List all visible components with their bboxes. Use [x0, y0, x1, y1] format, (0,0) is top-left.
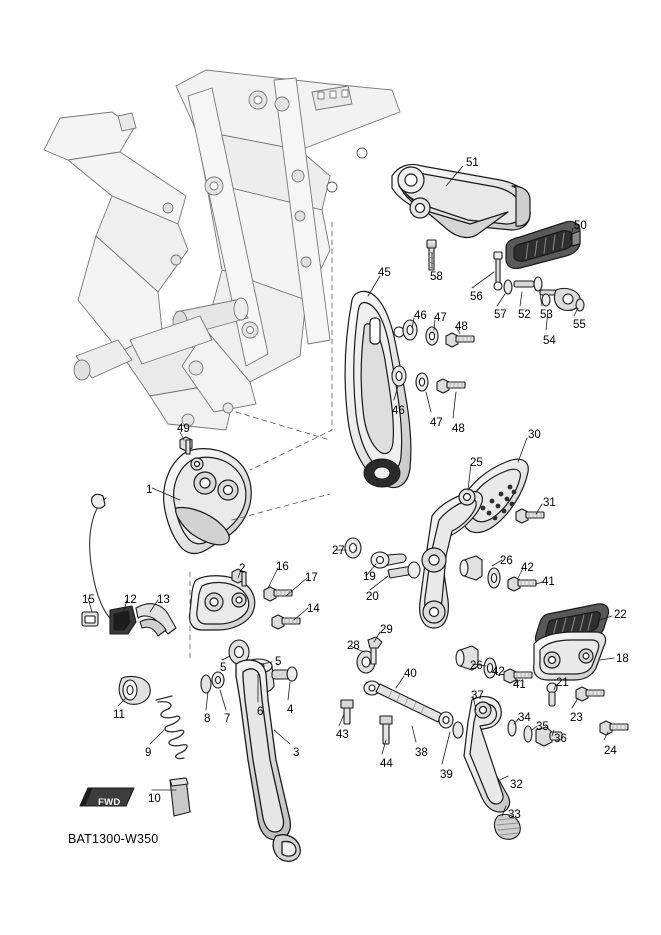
callout-number: 47 [430, 417, 443, 429]
callout-number: 21 [556, 677, 569, 689]
callout-number: 18 [616, 653, 629, 665]
callout-number: 39 [440, 769, 453, 781]
callout-number: 25 [470, 457, 483, 469]
callout-number: 17 [305, 572, 318, 584]
callout-number: 5 [275, 656, 282, 668]
callout-number: 34 [518, 712, 531, 724]
callout-number: 27 [332, 545, 345, 557]
callout-number: 37 [471, 690, 484, 702]
callout-number: 45 [378, 267, 391, 279]
part-code-label: BAT1300-W350 [68, 832, 159, 846]
callout-number: 14 [307, 603, 320, 615]
callout-number: 35 [536, 721, 549, 733]
callout-number: 8 [204, 713, 211, 725]
fwd-arrow-label: FWD [98, 797, 121, 808]
callout-number: 15 [82, 594, 95, 606]
callout-number: 56 [470, 291, 483, 303]
callout-number: 51 [466, 157, 479, 169]
callout-number: 38 [415, 747, 428, 759]
callout-number: 58 [430, 271, 443, 283]
callout-number: 42 [492, 666, 505, 678]
callout-number: 48 [452, 423, 465, 435]
callout-number: 16 [276, 561, 289, 573]
callout-number: 30 [528, 429, 541, 441]
callout-number: 54 [543, 335, 556, 347]
callout-number: 26 [500, 555, 513, 567]
callout-number: 47 [434, 312, 447, 324]
callout-number: 19 [363, 571, 376, 583]
callout-number: 24 [604, 745, 617, 757]
callout-number: 9 [145, 747, 152, 759]
callout-number: 40 [404, 668, 417, 680]
callout-number: 13 [157, 594, 170, 606]
callout-number: 23 [570, 712, 583, 724]
callout-number: 1 [146, 484, 153, 496]
callout-number: 55 [573, 319, 586, 331]
callout-number: 7 [224, 713, 231, 725]
callout-number: 11 [113, 709, 125, 721]
callout-number: 57 [494, 309, 507, 321]
callout-number: 20 [366, 591, 379, 603]
callout-number: 10 [148, 793, 161, 805]
callout-number: 50 [574, 220, 587, 232]
callout-number: 46 [392, 405, 405, 417]
callout-number: 49 [177, 423, 190, 435]
callout-number: 46 [414, 310, 427, 322]
callout-number: 42 [521, 562, 534, 574]
callout-number: 26 [470, 660, 483, 672]
callout-number: 44 [380, 758, 393, 770]
callout-number: 31 [543, 497, 556, 509]
callout-number: 29 [380, 624, 393, 636]
callout-number: 32 [510, 779, 523, 791]
callout-number: 3 [293, 747, 300, 759]
callout-number: 41 [513, 679, 526, 691]
callout-number: 4 [287, 704, 294, 716]
callout-number: 6 [257, 706, 264, 718]
callout-number: 33 [508, 809, 521, 821]
callout-number: 28 [347, 640, 360, 652]
callout-number: 5 [220, 662, 227, 674]
callout-number: 36 [554, 733, 567, 745]
callout-number: 12 [124, 594, 137, 606]
callout-number: 2 [239, 563, 246, 575]
callout-number: 41 [542, 576, 555, 588]
callout-number: 22 [614, 609, 627, 621]
callout-number: 43 [336, 729, 349, 741]
callout-number: 53 [540, 309, 553, 321]
callout-number: 52 [518, 309, 531, 321]
callout-number: 48 [455, 321, 468, 333]
